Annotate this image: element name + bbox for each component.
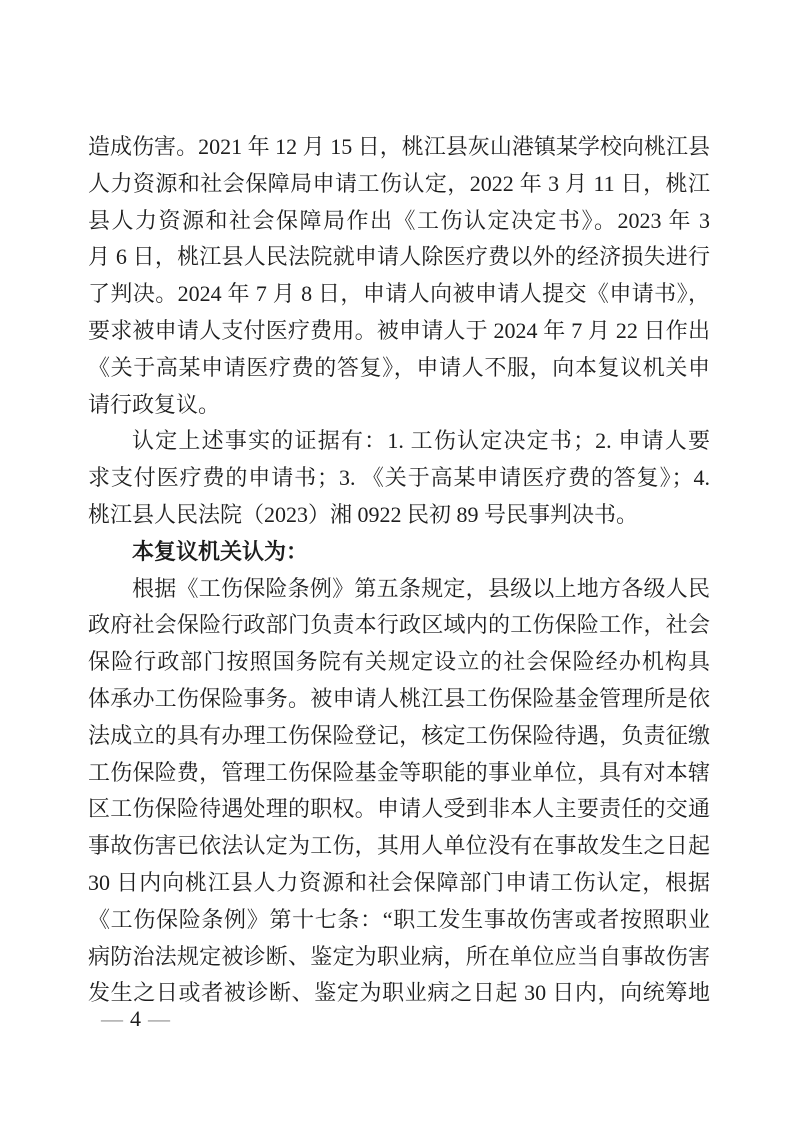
text-line: 要求被申请人支付医疗费用。被申请人于 2024 年 7 月 22 日作出: [88, 317, 710, 343]
text-line: 桃江县人民法院（2023）湘 0922 民初 89 号民事判决书。: [88, 501, 639, 527]
page-footer: [101, 1006, 170, 1032]
text-line: 请行政复议。: [88, 391, 221, 417]
text-line: 县人力资源和社会保障局作出《工伤认定决定书》。2023 年 3: [88, 207, 710, 233]
page-number-left-dash: —: [101, 1006, 123, 1031]
text-line: 体承办工伤保险事务。被申请人桃江县工伤保险基金管理所是依: [88, 685, 710, 711]
document-body: [88, 129, 710, 1012]
text-line: 了判决。2024 年 7 月 8 日，申请人向被申请人提交《申请书》，: [88, 281, 710, 307]
text-line: 造成伤害。2021 年 12 月 15 日，桃江县灰山港镇某学校向桃江县: [88, 134, 710, 159]
text-line: 本复议机关认为：: [132, 538, 309, 564]
text-line: 人力资源和社会保障局申请工伤认定，2022 年 3 月 11 日，桃江: [88, 170, 710, 196]
text-line: 30 日内向桃江县人力资源和社会保障部门申请工伤认定，根据: [88, 869, 710, 895]
text-line: 保险行政部门按照国务院有关规定设立的社会保险经办机构具: [88, 649, 710, 675]
text-line: 求支付医疗费的申请书；3. 《关于高某申请医疗费的答复》；4.: [88, 465, 710, 491]
text-line: 发生之日或者被诊断、鉴定为职业病之日起 30 日内，向统筹地: [88, 980, 710, 1006]
text-line: 认定上述事实的证据有：1. 工伤认定决定书；2. 申请人要: [132, 428, 710, 454]
text-line: 区工伤保险待遇处理的职权。申请人受到非本人主要责任的交通: [88, 796, 710, 822]
text-line: 根据《工伤保险条例》第五条规定，县级以上地方各级人民: [132, 575, 710, 601]
text-line: 事故伤害已依法认定为工伤，其用人单位没有在事故发生之日起: [88, 833, 710, 859]
text-line: 《工伤保险条例》第十七条：“职工发生事故伤害或者按照职业: [88, 906, 710, 932]
text-line: 《关于高某申请医疗费的答复》，申请人不服，向本复议机关申: [88, 354, 710, 380]
text-line: 病防治法规定被诊断、鉴定为职业病，所在单位应当自事故伤害: [88, 943, 710, 969]
text-line: 法成立的具有办理工伤保险登记，核定工伤保险待遇，负责征缴: [88, 722, 710, 748]
text-line: 月 6 日，桃江县人民法院就申请人除医疗费以外的经济损失进行: [88, 244, 710, 270]
page-number-right-dash: —: [148, 1006, 170, 1031]
text-line: 工伤保险费，管理工伤保险基金等职能的事业单位，具有对本辖: [88, 759, 710, 785]
text-line: 政府社会保险行政部门负责本行政区域内的工伤保险工作，社会: [88, 612, 710, 638]
page-number: 4: [130, 1006, 141, 1031]
